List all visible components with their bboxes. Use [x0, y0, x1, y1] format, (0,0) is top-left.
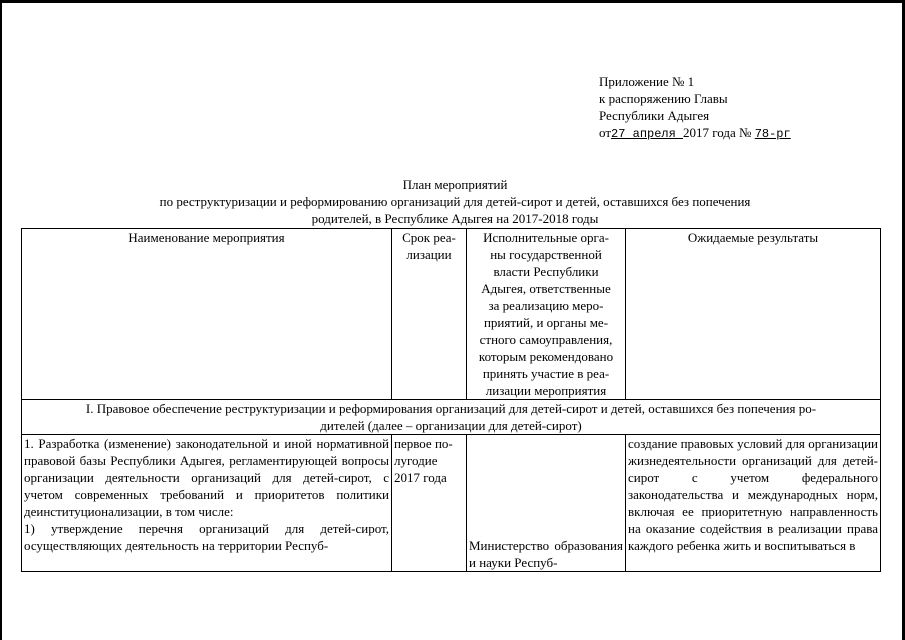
header-executors: Исполнительные орга- ны государственной власти Республики Адыгея, ответственные за реализацию меро- приятий, и органы ме- стного самоуправления, которым рекомендовано принять участие в реа- лизации мероприятия — [467, 229, 626, 400]
title-line-3: родителей, в Республике Адыгея на 2017-2018 годы — [311, 211, 599, 226]
scan-top-edge — [0, 0, 905, 3]
annex-line-4 — [599, 124, 791, 143]
header-results: Ожидаемые результаты — [626, 229, 881, 400]
document-title — [60, 176, 850, 227]
annex-from: от — [599, 125, 612, 140]
table-row — [22, 435, 881, 572]
header-term: Срок реа- лизации — [392, 229, 467, 400]
annex-line-1: Приложение № 1 — [599, 74, 695, 89]
annex-line-3: Республики Адыгея — [599, 108, 710, 123]
row1-term: первое по- лугодие 2017 года — [392, 435, 467, 572]
header-name: Наименование мероприятия — [22, 229, 392, 400]
row1-results: создание правовых условий для организации жизнедеятельности организаций для детей-сирот с учетом федерального законодательства и международных норм, включая ее приоритетную направленность на оказание содействия в реализации права каждого ребенка жить и воспитываться в — [626, 435, 881, 572]
plan-table — [21, 228, 881, 572]
annex-block — [599, 73, 791, 143]
title-line-1: План мероприятий — [402, 177, 508, 192]
table-header-row — [22, 229, 881, 400]
annex-number: 78-рг — [754, 127, 791, 141]
scan-left-edge — [0, 0, 2, 640]
row2-name: 1) утверждение перечня организаций для детей-сирот, осуществляющих деятельность на территории Респуб- — [24, 521, 389, 553]
row2-executors: Министерство образования и науки Респуб- — [467, 435, 626, 572]
title-line-2: по реструктуризации и реформированию организаций для детей-сирот и детей, оставшихся без попечения — [159, 194, 751, 209]
row1-name: 1. Разработка (изменение) законодательной и иной нормативной правовой базы Республики Адыгея, регламентирующей вопросы организации деятельности организаций для детей-сирот, с учетом современных требований и приоритетов политики деинституционализации, в том числе: 1) утверждение перечня организаций для детей-сирот, осуществляющих деятельность на территории Респуб- — [22, 435, 392, 572]
section-1-title: I. Правовое обеспечение реструктуризации и реформирования организаций для детей-сирот и детей, оставшихся без попечения ро- дителей (далее – организации для детей-сирот) — [22, 400, 881, 435]
section-row — [22, 400, 881, 435]
annex-year: 2017 года № — [683, 125, 752, 140]
annex-date: 27 апреля — [611, 127, 684, 141]
annex-line-2: к распоряжению Главы — [599, 91, 728, 106]
